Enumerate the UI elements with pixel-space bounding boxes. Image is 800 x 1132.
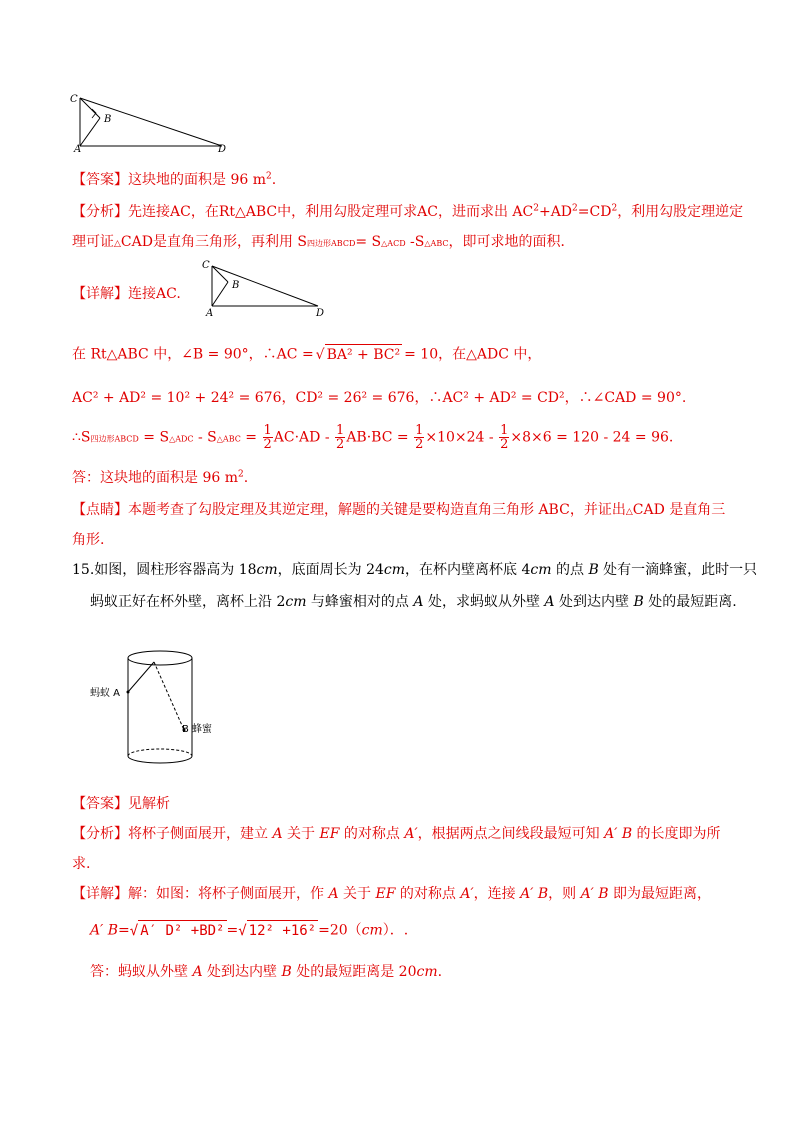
fraction: $\frac{1}{2}$ [500, 423, 509, 452]
answer-tag: 【答案】 [72, 172, 128, 188]
fig1-label-a: A [74, 144, 82, 155]
answer-1: 【答案】这块地的面积是 96 $m^2$. [72, 171, 277, 188]
cylinder-figure [118, 648, 218, 770]
analysis-2-line-1: 【分析】将杯子侧面展开，建立 A 关于 EF 的对称点 A′，根据两点之间线段最短可知 A′ B 的长度即为所 [72, 826, 721, 842]
comment-1-line-1: 【点睛】本题考查了勾股定理及其逆定理，解题的关键是要构造直角三角形 ABC，并证出△CAD 是直角三 [72, 502, 726, 518]
honey-label: B 蜂蜜 [182, 724, 213, 735]
answer-2b: 答：蚂蚁从外壁 A 处到达内壁 B 处的最短距离是 20cm. [90, 964, 443, 980]
ant-label: 蚂蚁 A [90, 688, 121, 699]
answer-tag: 【答案】 [72, 796, 128, 812]
fig2-label-a: A [206, 308, 214, 319]
fig1-label-b: B [104, 114, 112, 125]
fraction: $\frac{1}{2}$ [336, 423, 345, 452]
detail-tag: 【详解】 [72, 886, 128, 902]
question-15-line-1: 15.如图，圆柱形容器高为 18cm，底面周长为 24cm，在杯内壁离杯底 4cm 的点 B 处有一滴蜂蜜，此时一只 [72, 562, 758, 578]
comment-tag: 【点睛】 [72, 502, 128, 518]
triangle-figure-2 [200, 258, 330, 318]
analysis-1-line-1: 【分析】先连接AC，在Rt△ABC中，利用勾股定理可求AC，进而求出 $AC^2+AD^2=CD^2$，利用勾股定理逆定 [72, 203, 744, 220]
detail-1-header: 【详解】连接AC. [72, 286, 181, 302]
answer-1b: 答：这块地的面积是 96 $m^2$. [72, 469, 249, 486]
detail-1-line-2: AC² + AD² = 10² + 24² = 676，CD² = 26² = 676，∴AC² + AD² = CD²，∴∠CAD = 90°. [72, 390, 687, 406]
analysis-tag: 【分析】 [72, 204, 128, 220]
detail-1-line-1: 在 Rt△ABC 中，∠B = 90°，∴AC = √ BA² + BC² = 10，在△ADC 中， [72, 344, 541, 365]
answer-2: 【答案】见解析 [72, 796, 170, 812]
detail-tag: 【详解】 [72, 286, 128, 302]
fig2-label-c: C [202, 260, 210, 271]
fraction: $\frac{1}{2}$ [263, 423, 272, 452]
fig2-label-d: D [316, 308, 325, 319]
detail-2-line-1: 【详解】解：如图：将杯子侧面展开，作 A 关于 EF 的对称点 A′，连接 A′ B，则 A′ B 即为最短距离， [72, 886, 712, 902]
analysis-1-line-2: 理可证△CAD是直角三角形，再利用 S四边形ABCD= S△ACD -S△ABC，即可求地的面积． [72, 234, 575, 250]
fraction: $\frac{1}{2}$ [415, 423, 424, 452]
detail-1-line-3: ∴S四边形ABCD = S△ADC - S△ABC = $\frac{1}{2}$ AC·AD - $\frac{1}{2}$ AB·BC = $\frac{1}{2}$ ×10×24 - $\frac{1}{2}$ ×8×6 = 120 - 24 = 96. [72, 423, 674, 452]
analysis-tag: 【分析】 [72, 826, 128, 842]
detail-2-line-2: A′ B=√ A′ D² +BD² =√ 12² +16² =20（cm）．. [90, 920, 408, 941]
fig2-label-b: B [232, 280, 240, 291]
question-15-line-2: 蚂蚁正好在杯外壁，离杯上沿 2cm 与蜂蜜相对的点 A 处，求蚂蚁从外壁 A 处到达内壁 B 处的最短距离. [90, 594, 737, 610]
analysis-2-line-2: 求. [72, 856, 91, 872]
fig1-label-c: C [70, 94, 78, 105]
fig1-label-d: D [218, 144, 227, 155]
triangle-figure-1 [70, 88, 240, 156]
comment-1-line-2: 角形. [72, 532, 105, 548]
